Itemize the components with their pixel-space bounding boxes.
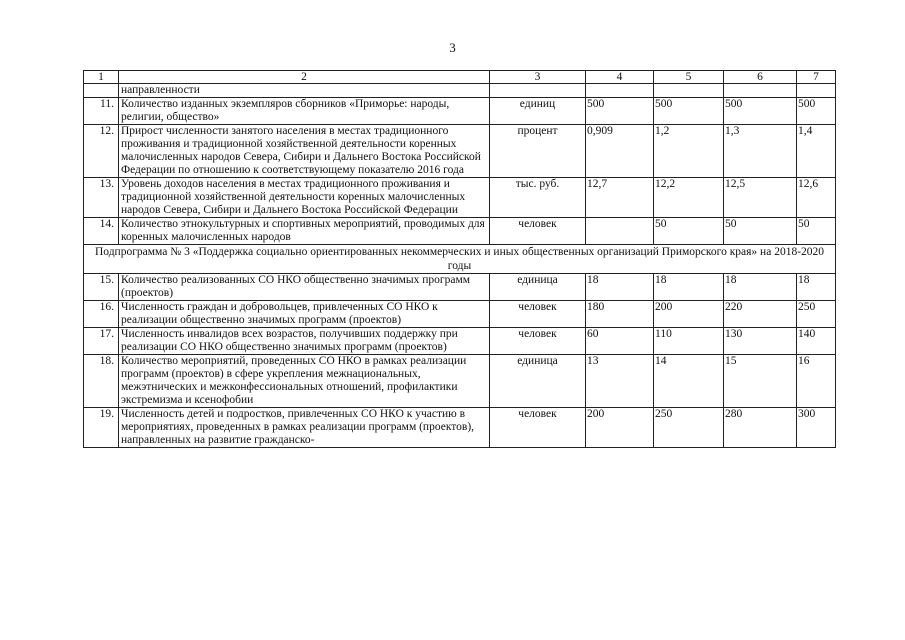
value-cell: 12,2 <box>654 178 724 218</box>
value-cell: 60 <box>586 328 654 355</box>
value-cell: 220 <box>724 301 797 328</box>
row-number-cell: 18. <box>84 355 119 408</box>
value-cell: 500 <box>586 98 654 125</box>
value-cell: 15 <box>724 355 797 408</box>
indicator-name-cell: Количество этнокультурных и спортивных мероприятий, проводимых для коренных малочисленных народов <box>119 218 490 245</box>
value-cell: 1,2 <box>654 125 724 178</box>
unit-cell: единица <box>490 355 586 408</box>
indicator-name-cell: Численность граждан и добровольцев, привлеченных СО НКО к реализации общественно значимых программ (проектов) <box>119 301 490 328</box>
value-cell: 18 <box>654 274 724 301</box>
value-cell <box>586 84 654 98</box>
unit-cell <box>490 84 586 98</box>
unit-cell: процент <box>490 125 586 178</box>
table-row <box>84 355 836 408</box>
value-cell: 12,6 <box>797 178 836 218</box>
row-number-cell: 11. <box>84 98 119 125</box>
value-cell: 12,5 <box>724 178 797 218</box>
header-cell: 6 <box>724 71 797 84</box>
header-cell: 5 <box>654 71 724 84</box>
table-row <box>84 408 836 448</box>
value-cell: 14 <box>654 355 724 408</box>
value-cell: 500 <box>654 98 724 125</box>
value-cell: 200 <box>654 301 724 328</box>
header-cell: 7 <box>797 71 836 84</box>
value-cell: 12,7 <box>586 178 654 218</box>
value-cell: 250 <box>797 301 836 328</box>
row-number-cell: 12. <box>84 125 119 178</box>
header-cell: 1 <box>84 71 119 84</box>
value-cell: 0,909 <box>586 125 654 178</box>
unit-cell: тыс. руб. <box>490 178 586 218</box>
table-row <box>84 301 836 328</box>
value-cell: 500 <box>797 98 836 125</box>
value-cell: 13 <box>586 355 654 408</box>
indicator-name-cell: Уровень доходов населения в местах традиционного проживания и традиционной хозяйственной деятельности коренных малочисленных народов Севера, Сибири и Дальнего Востока Российской Федерации <box>119 178 490 218</box>
value-cell <box>586 218 654 245</box>
value-cell: 18 <box>586 274 654 301</box>
section-row <box>84 245 836 274</box>
value-cell: 50 <box>797 218 836 245</box>
unit-cell: единица <box>490 274 586 301</box>
indicator-name-cell: Количество мероприятий, проведенных СО НКО в рамках реализации программ (проектов) в сфере укрепления межнациональных, межэтнических и межконфессиональных отношений, профилактики экстремизма и ксенофобии <box>119 355 490 408</box>
value-cell: 1,3 <box>724 125 797 178</box>
continuation-row <box>84 84 836 98</box>
indicator-name-cell: Численность инвалидов всех возрастов, получивших поддержку при реализации СО НКО общественно значимых программ (проектов) <box>119 328 490 355</box>
table-row <box>84 274 836 301</box>
value-cell: 50 <box>654 218 724 245</box>
value-cell: 250 <box>654 408 724 448</box>
value-cell <box>724 84 797 98</box>
indicators-table <box>83 70 836 448</box>
rows-group-b <box>84 274 836 448</box>
value-cell: 18 <box>797 274 836 301</box>
unit-cell: единиц <box>490 98 586 125</box>
value-cell: 110 <box>654 328 724 355</box>
table-row <box>84 125 836 178</box>
indicator-name-cell: направленности <box>119 84 490 98</box>
header-cell: 3 <box>490 71 586 84</box>
unit-cell: человек <box>490 218 586 245</box>
table-row <box>84 218 836 245</box>
value-cell: 200 <box>586 408 654 448</box>
table-row <box>84 178 836 218</box>
row-number-cell: 13. <box>84 178 119 218</box>
unit-cell: человек <box>490 301 586 328</box>
value-cell: 180 <box>586 301 654 328</box>
value-cell: 1,4 <box>797 125 836 178</box>
indicator-name-cell: Прирост численности занятого населения в местах традиционного проживания и традиционной хозяйственной деятельности коренных малочисленных народов Севера, Сибири и Дальнего Востока Российской Федерации по отношению к соответствующему показателю 2016 года <box>119 125 490 178</box>
value-cell: 280 <box>724 408 797 448</box>
header-cell: 4 <box>586 71 654 84</box>
header-cell: 2 <box>119 71 490 84</box>
value-cell: 50 <box>724 218 797 245</box>
indicator-name-cell: Количество реализованных СО НКО общественно значимых программ (проектов) <box>119 274 490 301</box>
table-row <box>84 98 836 125</box>
row-number-cell: 15. <box>84 274 119 301</box>
value-cell <box>654 84 724 98</box>
row-number-cell: 16. <box>84 301 119 328</box>
value-cell <box>797 84 836 98</box>
unit-cell: человек <box>490 328 586 355</box>
row-number-cell: 14. <box>84 218 119 245</box>
header-row <box>84 71 836 84</box>
section-title: Подпрограмма № 3 «Поддержка социально ориентированных некоммерческих и иных общественных организаций Приморского края» на 2018-2020 годы <box>84 245 836 274</box>
value-cell: 18 <box>724 274 797 301</box>
page-number: 3 <box>449 40 456 55</box>
indicator-name-cell: Количество изданных экземпляров сборников «Приморье: народы, религии, общество» <box>119 98 490 125</box>
unit-cell: человек <box>490 408 586 448</box>
table-row <box>84 328 836 355</box>
rows-group-a <box>84 98 836 245</box>
row-number-cell <box>84 84 119 98</box>
indicator-name-cell: Численность детей и подростков, привлеченных СО НКО к участию в мероприятиях, проведенных в рамках реализации программ (проектов), направленных на развитие гражданско- <box>119 408 490 448</box>
value-cell: 16 <box>797 355 836 408</box>
row-number-cell: 17. <box>84 328 119 355</box>
value-cell: 500 <box>724 98 797 125</box>
value-cell: 140 <box>797 328 836 355</box>
value-cell: 300 <box>797 408 836 448</box>
value-cell: 130 <box>724 328 797 355</box>
row-number-cell: 19. <box>84 408 119 448</box>
